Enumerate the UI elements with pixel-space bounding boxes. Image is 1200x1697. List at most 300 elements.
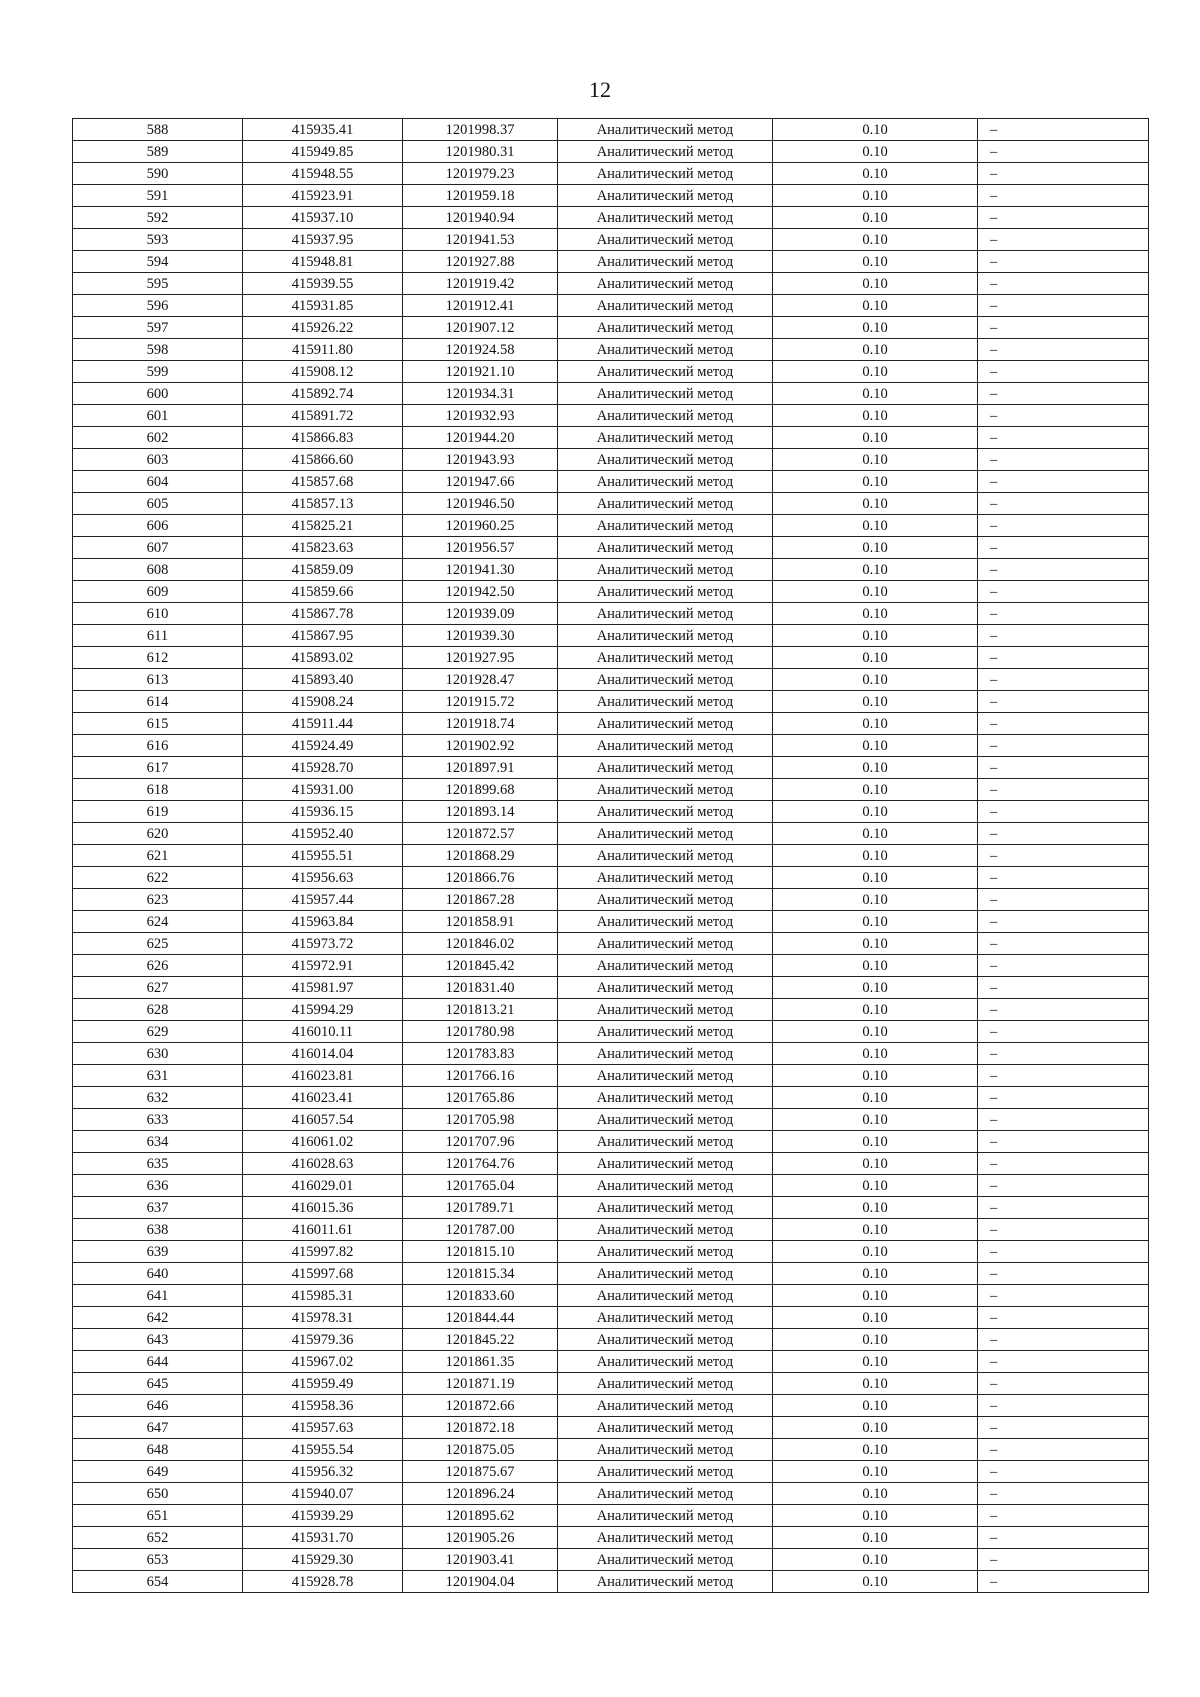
point-number-cell: 635 <box>73 1153 243 1175</box>
accuracy-cell: 0.10 <box>773 383 978 405</box>
note-cell: – <box>978 1131 1149 1153</box>
point-number-cell: 641 <box>73 1285 243 1307</box>
note-cell: – <box>978 823 1149 845</box>
y-coordinate-cell: 1201893.14 <box>403 801 558 823</box>
method-cell: Аналитический метод <box>558 537 773 559</box>
point-number-cell: 603 <box>73 449 243 471</box>
y-coordinate-cell: 1201875.67 <box>403 1461 558 1483</box>
point-number-cell: 649 <box>73 1461 243 1483</box>
x-coordinate-cell: 415908.24 <box>243 691 403 713</box>
accuracy-cell: 0.10 <box>773 163 978 185</box>
table-row <box>73 1285 1149 1307</box>
note-cell: – <box>978 1461 1149 1483</box>
method-cell: Аналитический метод <box>558 1395 773 1417</box>
method-cell: Аналитический метод <box>558 867 773 889</box>
method-cell: Аналитический метод <box>558 1087 773 1109</box>
accuracy-cell: 0.10 <box>773 317 978 339</box>
x-coordinate-cell: 415911.44 <box>243 713 403 735</box>
table-row <box>73 779 1149 801</box>
accuracy-cell: 0.10 <box>773 691 978 713</box>
y-coordinate-cell: 1201765.04 <box>403 1175 558 1197</box>
y-coordinate-cell: 1201980.31 <box>403 141 558 163</box>
y-coordinate-cell: 1201872.18 <box>403 1417 558 1439</box>
note-cell: – <box>978 845 1149 867</box>
table-row <box>73 273 1149 295</box>
accuracy-cell: 0.10 <box>773 559 978 581</box>
note-cell: – <box>978 449 1149 471</box>
note-cell: – <box>978 229 1149 251</box>
y-coordinate-cell: 1201934.31 <box>403 383 558 405</box>
x-coordinate-cell: 416057.54 <box>243 1109 403 1131</box>
point-number-cell: 625 <box>73 933 243 955</box>
x-coordinate-cell: 415963.84 <box>243 911 403 933</box>
point-number-cell: 602 <box>73 427 243 449</box>
note-cell: – <box>978 427 1149 449</box>
x-coordinate-cell: 415948.81 <box>243 251 403 273</box>
note-cell: – <box>978 1351 1149 1373</box>
y-coordinate-cell: 1201875.05 <box>403 1439 558 1461</box>
y-coordinate-cell: 1201998.37 <box>403 119 558 141</box>
accuracy-cell: 0.10 <box>773 273 978 295</box>
y-coordinate-cell: 1201939.09 <box>403 603 558 625</box>
point-number-cell: 620 <box>73 823 243 845</box>
accuracy-cell: 0.10 <box>773 1329 978 1351</box>
table-row <box>73 1417 1149 1439</box>
y-coordinate-cell: 1201896.24 <box>403 1483 558 1505</box>
x-coordinate-cell: 415948.55 <box>243 163 403 185</box>
x-coordinate-cell: 415973.72 <box>243 933 403 955</box>
point-number-cell: 626 <box>73 955 243 977</box>
y-coordinate-cell: 1201924.58 <box>403 339 558 361</box>
x-coordinate-cell: 416014.04 <box>243 1043 403 1065</box>
point-number-cell: 651 <box>73 1505 243 1527</box>
point-number-cell: 616 <box>73 735 243 757</box>
y-coordinate-cell: 1201915.72 <box>403 691 558 713</box>
coordinates-table-body <box>73 119 1149 1593</box>
y-coordinate-cell: 1201707.96 <box>403 1131 558 1153</box>
note-cell: – <box>978 735 1149 757</box>
method-cell: Аналитический метод <box>558 1351 773 1373</box>
method-cell: Аналитический метод <box>558 361 773 383</box>
accuracy-cell: 0.10 <box>773 1241 978 1263</box>
note-cell: – <box>978 339 1149 361</box>
method-cell: Аналитический метод <box>558 229 773 251</box>
table-row <box>73 295 1149 317</box>
y-coordinate-cell: 1201861.35 <box>403 1351 558 1373</box>
method-cell: Аналитический метод <box>558 1439 773 1461</box>
y-coordinate-cell: 1201905.26 <box>403 1527 558 1549</box>
point-number-cell: 599 <box>73 361 243 383</box>
point-number-cell: 645 <box>73 1373 243 1395</box>
point-number-cell: 636 <box>73 1175 243 1197</box>
accuracy-cell: 0.10 <box>773 1219 978 1241</box>
y-coordinate-cell: 1201858.91 <box>403 911 558 933</box>
x-coordinate-cell: 415931.70 <box>243 1527 403 1549</box>
table-row <box>73 1065 1149 1087</box>
table-row <box>73 713 1149 735</box>
note-cell: – <box>978 955 1149 977</box>
x-coordinate-cell: 416023.41 <box>243 1087 403 1109</box>
point-number-cell: 595 <box>73 273 243 295</box>
table-row <box>73 1197 1149 1219</box>
x-coordinate-cell: 416011.61 <box>243 1219 403 1241</box>
method-cell: Аналитический метод <box>558 185 773 207</box>
point-number-cell: 646 <box>73 1395 243 1417</box>
accuracy-cell: 0.10 <box>773 1505 978 1527</box>
method-cell: Аналитический метод <box>558 1483 773 1505</box>
note-cell: – <box>978 1571 1149 1593</box>
point-number-cell: 643 <box>73 1329 243 1351</box>
table-row <box>73 1373 1149 1395</box>
point-number-cell: 638 <box>73 1219 243 1241</box>
point-number-cell: 647 <box>73 1417 243 1439</box>
x-coordinate-cell: 415924.49 <box>243 735 403 757</box>
method-cell: Аналитический метод <box>558 735 773 757</box>
x-coordinate-cell: 415931.85 <box>243 295 403 317</box>
x-coordinate-cell: 415823.63 <box>243 537 403 559</box>
point-number-cell: 622 <box>73 867 243 889</box>
x-coordinate-cell: 416061.02 <box>243 1131 403 1153</box>
y-coordinate-cell: 1201907.12 <box>403 317 558 339</box>
table-row <box>73 471 1149 493</box>
table-row <box>73 603 1149 625</box>
point-number-cell: 631 <box>73 1065 243 1087</box>
accuracy-cell: 0.10 <box>773 779 978 801</box>
point-number-cell: 630 <box>73 1043 243 1065</box>
accuracy-cell: 0.10 <box>773 1263 978 1285</box>
accuracy-cell: 0.10 <box>773 339 978 361</box>
table-row <box>73 999 1149 1021</box>
table-row <box>73 1219 1149 1241</box>
y-coordinate-cell: 1201766.16 <box>403 1065 558 1087</box>
x-coordinate-cell: 415857.13 <box>243 493 403 515</box>
accuracy-cell: 0.10 <box>773 427 978 449</box>
y-coordinate-cell: 1201928.47 <box>403 669 558 691</box>
accuracy-cell: 0.10 <box>773 1109 978 1131</box>
y-coordinate-cell: 1201947.66 <box>403 471 558 493</box>
note-cell: – <box>978 273 1149 295</box>
note-cell: – <box>978 911 1149 933</box>
point-number-cell: 609 <box>73 581 243 603</box>
note-cell: – <box>978 1153 1149 1175</box>
note-cell: – <box>978 1395 1149 1417</box>
method-cell: Аналитический метод <box>558 691 773 713</box>
y-coordinate-cell: 1201844.44 <box>403 1307 558 1329</box>
method-cell: Аналитический метод <box>558 1241 773 1263</box>
method-cell: Аналитический метод <box>558 559 773 581</box>
method-cell: Аналитический метод <box>558 933 773 955</box>
x-coordinate-cell: 415926.22 <box>243 317 403 339</box>
note-cell: – <box>978 999 1149 1021</box>
note-cell: – <box>978 1043 1149 1065</box>
note-cell: – <box>978 1109 1149 1131</box>
point-number-cell: 634 <box>73 1131 243 1153</box>
note-cell: – <box>978 1307 1149 1329</box>
method-cell: Аналитический метод <box>558 1461 773 1483</box>
method-cell: Аналитический метод <box>558 427 773 449</box>
note-cell: – <box>978 1527 1149 1549</box>
table-row <box>73 1351 1149 1373</box>
accuracy-cell: 0.10 <box>773 801 978 823</box>
accuracy-cell: 0.10 <box>773 251 978 273</box>
y-coordinate-cell: 1201815.10 <box>403 1241 558 1263</box>
method-cell: Аналитический метод <box>558 779 773 801</box>
table-row <box>73 977 1149 999</box>
point-number-cell: 644 <box>73 1351 243 1373</box>
accuracy-cell: 0.10 <box>773 581 978 603</box>
point-number-cell: 596 <box>73 295 243 317</box>
note-cell: – <box>978 317 1149 339</box>
x-coordinate-cell: 415979.36 <box>243 1329 403 1351</box>
table-row <box>73 449 1149 471</box>
accuracy-cell: 0.10 <box>773 1549 978 1571</box>
x-coordinate-cell: 415908.12 <box>243 361 403 383</box>
point-number-cell: 648 <box>73 1439 243 1461</box>
point-number-cell: 610 <box>73 603 243 625</box>
method-cell: Аналитический метод <box>558 383 773 405</box>
method-cell: Аналитический метод <box>558 317 773 339</box>
point-number-cell: 588 <box>73 119 243 141</box>
coordinates-table <box>72 118 1149 1593</box>
page-number: 12 <box>589 77 611 102</box>
x-coordinate-cell: 415981.97 <box>243 977 403 999</box>
accuracy-cell: 0.10 <box>773 295 978 317</box>
y-coordinate-cell: 1201912.41 <box>403 295 558 317</box>
table-row <box>73 427 1149 449</box>
y-coordinate-cell: 1201941.30 <box>403 559 558 581</box>
method-cell: Аналитический метод <box>558 1131 773 1153</box>
y-coordinate-cell: 1201705.98 <box>403 1109 558 1131</box>
accuracy-cell: 0.10 <box>773 845 978 867</box>
accuracy-cell: 0.10 <box>773 1285 978 1307</box>
note-cell: – <box>978 405 1149 427</box>
y-coordinate-cell: 1201815.34 <box>403 1263 558 1285</box>
note-cell: – <box>978 1175 1149 1197</box>
y-coordinate-cell: 1201918.74 <box>403 713 558 735</box>
table-row <box>73 141 1149 163</box>
x-coordinate-cell: 416015.36 <box>243 1197 403 1219</box>
table-row <box>73 1571 1149 1593</box>
table-row <box>73 735 1149 757</box>
y-coordinate-cell: 1201904.04 <box>403 1571 558 1593</box>
x-coordinate-cell: 415994.29 <box>243 999 403 1021</box>
accuracy-cell: 0.10 <box>773 1571 978 1593</box>
note-cell: – <box>978 537 1149 559</box>
point-number-cell: 639 <box>73 1241 243 1263</box>
y-coordinate-cell: 1201939.30 <box>403 625 558 647</box>
table-row <box>73 1395 1149 1417</box>
method-cell: Аналитический метод <box>558 801 773 823</box>
note-cell: – <box>978 603 1149 625</box>
method-cell: Аналитический метод <box>558 581 773 603</box>
table-row <box>73 647 1149 669</box>
point-number-cell: 633 <box>73 1109 243 1131</box>
x-coordinate-cell: 415867.95 <box>243 625 403 647</box>
method-cell: Аналитический метод <box>558 1373 773 1395</box>
accuracy-cell: 0.10 <box>773 999 978 1021</box>
x-coordinate-cell: 416010.11 <box>243 1021 403 1043</box>
table-row <box>73 1087 1149 1109</box>
point-number-cell: 594 <box>73 251 243 273</box>
method-cell: Аналитический метод <box>558 471 773 493</box>
y-coordinate-cell: 1201833.60 <box>403 1285 558 1307</box>
accuracy-cell: 0.10 <box>773 603 978 625</box>
table-row <box>73 581 1149 603</box>
y-coordinate-cell: 1201946.50 <box>403 493 558 515</box>
table-row <box>73 251 1149 273</box>
y-coordinate-cell: 1201845.42 <box>403 955 558 977</box>
accuracy-cell: 0.10 <box>773 867 978 889</box>
table-row <box>73 1527 1149 1549</box>
note-cell: – <box>978 1329 1149 1351</box>
y-coordinate-cell: 1201932.93 <box>403 405 558 427</box>
accuracy-cell: 0.10 <box>773 515 978 537</box>
method-cell: Аналитический метод <box>558 1043 773 1065</box>
x-coordinate-cell: 415923.91 <box>243 185 403 207</box>
note-cell: – <box>978 1417 1149 1439</box>
point-number-cell: 591 <box>73 185 243 207</box>
table-row <box>73 537 1149 559</box>
accuracy-cell: 0.10 <box>773 735 978 757</box>
point-number-cell: 654 <box>73 1571 243 1593</box>
note-cell: – <box>978 1087 1149 1109</box>
note-cell: – <box>978 1241 1149 1263</box>
x-coordinate-cell: 415928.70 <box>243 757 403 779</box>
method-cell: Аналитический метод <box>558 141 773 163</box>
accuracy-cell: 0.10 <box>773 1175 978 1197</box>
method-cell: Аналитический метод <box>558 1329 773 1351</box>
accuracy-cell: 0.10 <box>773 911 978 933</box>
note-cell: – <box>978 1505 1149 1527</box>
y-coordinate-cell: 1201831.40 <box>403 977 558 999</box>
accuracy-cell: 0.10 <box>773 669 978 691</box>
table-row <box>73 1153 1149 1175</box>
table-row <box>73 1175 1149 1197</box>
y-coordinate-cell: 1201787.00 <box>403 1219 558 1241</box>
y-coordinate-cell: 1201867.28 <box>403 889 558 911</box>
table-row <box>73 691 1149 713</box>
point-number-cell: 613 <box>73 669 243 691</box>
table-row <box>73 229 1149 251</box>
x-coordinate-cell: 416029.01 <box>243 1175 403 1197</box>
accuracy-cell: 0.10 <box>773 471 978 493</box>
note-cell: – <box>978 1285 1149 1307</box>
y-coordinate-cell: 1201944.20 <box>403 427 558 449</box>
x-coordinate-cell: 415866.83 <box>243 427 403 449</box>
note-cell: – <box>978 1065 1149 1087</box>
method-cell: Аналитический метод <box>558 1263 773 1285</box>
point-number-cell: 642 <box>73 1307 243 1329</box>
accuracy-cell: 0.10 <box>773 229 978 251</box>
table-row <box>73 1263 1149 1285</box>
y-coordinate-cell: 1201941.53 <box>403 229 558 251</box>
x-coordinate-cell: 415892.74 <box>243 383 403 405</box>
y-coordinate-cell: 1201956.57 <box>403 537 558 559</box>
method-cell: Аналитический метод <box>558 977 773 999</box>
point-number-cell: 605 <box>73 493 243 515</box>
y-coordinate-cell: 1201765.86 <box>403 1087 558 1109</box>
accuracy-cell: 0.10 <box>773 493 978 515</box>
x-coordinate-cell: 415997.68 <box>243 1263 403 1285</box>
point-number-cell: 615 <box>73 713 243 735</box>
accuracy-cell: 0.10 <box>773 185 978 207</box>
method-cell: Аналитический метод <box>558 823 773 845</box>
method-cell: Аналитический метод <box>558 163 773 185</box>
accuracy-cell: 0.10 <box>773 141 978 163</box>
table-row <box>73 163 1149 185</box>
method-cell: Аналитический метод <box>558 999 773 1021</box>
y-coordinate-cell: 1201960.25 <box>403 515 558 537</box>
x-coordinate-cell: 415859.66 <box>243 581 403 603</box>
y-coordinate-cell: 1201927.88 <box>403 251 558 273</box>
table-row <box>73 1461 1149 1483</box>
table-row <box>73 1241 1149 1263</box>
note-cell: – <box>978 383 1149 405</box>
x-coordinate-cell: 415929.30 <box>243 1549 403 1571</box>
table-row <box>73 1021 1149 1043</box>
note-cell: – <box>978 515 1149 537</box>
y-coordinate-cell: 1201871.19 <box>403 1373 558 1395</box>
method-cell: Аналитический метод <box>558 757 773 779</box>
accuracy-cell: 0.10 <box>773 1373 978 1395</box>
x-coordinate-cell: 415955.54 <box>243 1439 403 1461</box>
accuracy-cell: 0.10 <box>773 1065 978 1087</box>
accuracy-cell: 0.10 <box>773 713 978 735</box>
x-coordinate-cell: 415937.95 <box>243 229 403 251</box>
accuracy-cell: 0.10 <box>773 537 978 559</box>
x-coordinate-cell: 415956.63 <box>243 867 403 889</box>
method-cell: Аналитический метод <box>558 1175 773 1197</box>
point-number-cell: 608 <box>73 559 243 581</box>
note-cell: – <box>978 1373 1149 1395</box>
table-row <box>73 823 1149 845</box>
y-coordinate-cell: 1201872.57 <box>403 823 558 845</box>
method-cell: Аналитический метод <box>558 625 773 647</box>
y-coordinate-cell: 1201927.95 <box>403 647 558 669</box>
point-number-cell: 617 <box>73 757 243 779</box>
x-coordinate-cell: 415825.21 <box>243 515 403 537</box>
accuracy-cell: 0.10 <box>773 823 978 845</box>
table-row <box>73 955 1149 977</box>
point-number-cell: 637 <box>73 1197 243 1219</box>
y-coordinate-cell: 1201902.92 <box>403 735 558 757</box>
point-number-cell: 601 <box>73 405 243 427</box>
accuracy-cell: 0.10 <box>773 1131 978 1153</box>
y-coordinate-cell: 1201940.94 <box>403 207 558 229</box>
accuracy-cell: 0.10 <box>773 1043 978 1065</box>
method-cell: Аналитический метод <box>558 1197 773 1219</box>
y-coordinate-cell: 1201959.18 <box>403 185 558 207</box>
y-coordinate-cell: 1201845.22 <box>403 1329 558 1351</box>
point-number-cell: 590 <box>73 163 243 185</box>
table-row <box>73 1329 1149 1351</box>
point-number-cell: 624 <box>73 911 243 933</box>
note-cell: – <box>978 1197 1149 1219</box>
x-coordinate-cell: 415867.78 <box>243 603 403 625</box>
y-coordinate-cell: 1201919.42 <box>403 273 558 295</box>
x-coordinate-cell: 415978.31 <box>243 1307 403 1329</box>
note-cell: – <box>978 361 1149 383</box>
method-cell: Аналитический метод <box>558 1307 773 1329</box>
x-coordinate-cell: 415911.80 <box>243 339 403 361</box>
method-cell: Аналитический метод <box>558 1549 773 1571</box>
method-cell: Аналитический метод <box>558 1505 773 1527</box>
y-coordinate-cell: 1201764.76 <box>403 1153 558 1175</box>
note-cell: – <box>978 295 1149 317</box>
x-coordinate-cell: 415928.78 <box>243 1571 403 1593</box>
method-cell: Аналитический метод <box>558 1109 773 1131</box>
x-coordinate-cell: 415958.36 <box>243 1395 403 1417</box>
